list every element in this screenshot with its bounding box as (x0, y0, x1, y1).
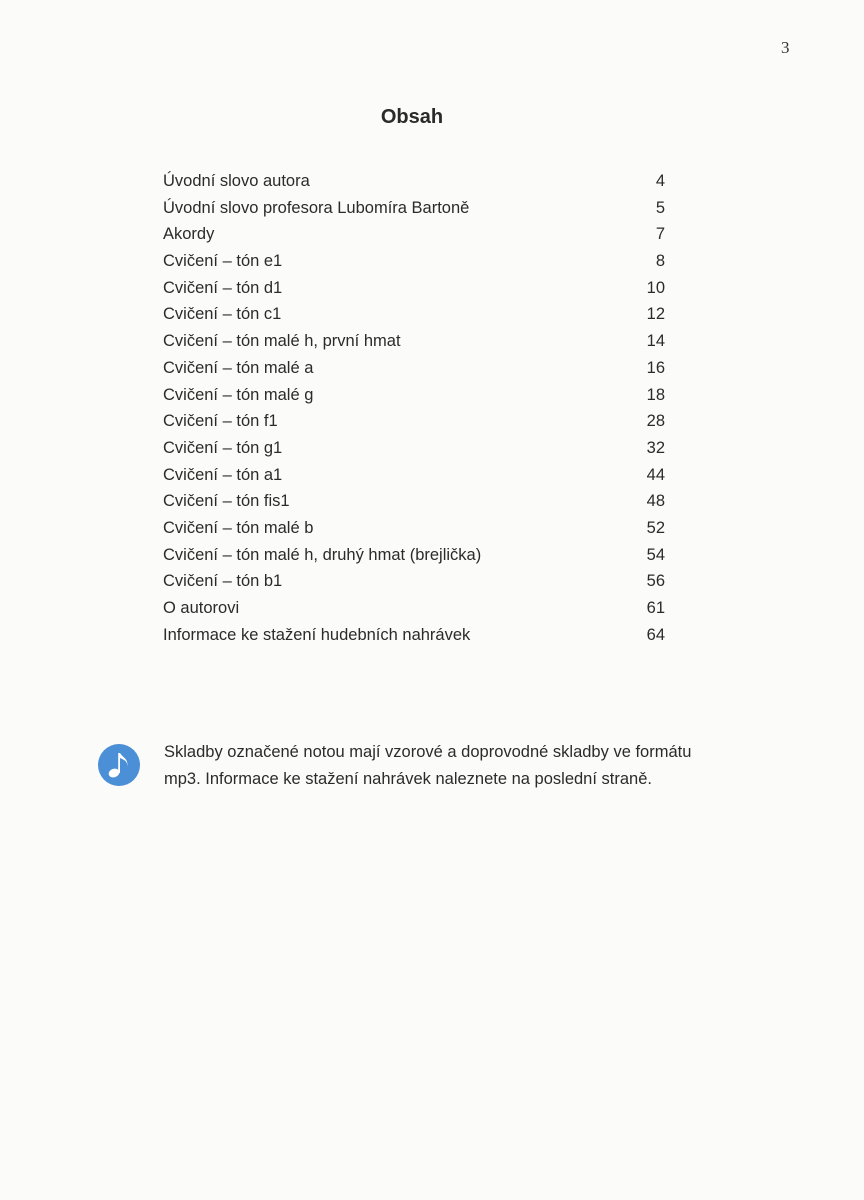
toc-label: Cvičení – tón g1 (163, 438, 283, 457)
toc-page-number: 48 (646, 492, 665, 511)
toc-label: Cvičení – tón malé h, první hmat (163, 332, 401, 351)
toc-page-number: 14 (646, 332, 665, 351)
toc-label: Cvičení – tón d1 (163, 278, 283, 297)
toc-label: Úvodní slovo profesora Lubomíra Bartoně (163, 198, 470, 217)
toc-page-number: 18 (646, 385, 665, 404)
toc-label: Cvičení – tón b1 (163, 572, 283, 591)
table-of-contents (163, 168, 665, 648)
music-note-icon (98, 744, 140, 786)
toc-label: Cvičení – tón fis1 (163, 492, 290, 511)
toc-entry (163, 275, 665, 302)
music-note-glyph (106, 750, 132, 780)
toc-entry (163, 515, 665, 542)
toc-page-number: 12 (646, 305, 665, 324)
toc-entry (163, 301, 665, 328)
audio-note-text: Skladby označené notou mají vzorové a doprovodné skladby ve formátu mp3. Informace ke stažení nahrávek naleznete na poslední straně. (164, 743, 692, 788)
toc-label: Akordy (163, 225, 215, 244)
toc-entry (163, 248, 665, 275)
toc-page-number: 52 (646, 518, 665, 537)
toc-page-number: 5 (655, 198, 665, 217)
audio-note (98, 739, 738, 793)
toc-label: O autorovi (163, 599, 240, 617)
toc-entry (163, 195, 665, 222)
toc-label: Cvičení – tón a1 (163, 465, 283, 484)
toc-label: Cvičení – tón malé b (163, 518, 314, 537)
toc-entry (163, 595, 665, 622)
page-number: 3 (781, 38, 790, 57)
toc-page-number: 16 (646, 358, 665, 377)
toc-page-number: 32 (646, 438, 665, 457)
toc-page-number: 8 (655, 252, 665, 271)
toc-entry (163, 622, 665, 649)
toc-page-number: 61 (646, 599, 665, 617)
toc-label: Cvičení – tón c1 (163, 305, 282, 324)
toc-entry (163, 355, 665, 382)
toc-page-number: 64 (646, 625, 665, 644)
toc-entry (163, 488, 665, 515)
toc-entry (163, 408, 665, 435)
toc-label: Cvičení – tón malé h, druhý hmat (brejlička) (163, 545, 482, 564)
toc-page-number: 7 (655, 225, 665, 244)
toc-label: Úvodní slovo autora (163, 172, 310, 190)
toc-page-number: 56 (646, 572, 665, 591)
toc-entry (163, 542, 665, 569)
toc-label: Cvičení – tón e1 (163, 252, 283, 271)
toc-entry (163, 462, 665, 489)
toc-entry (163, 221, 665, 248)
toc-entry (163, 435, 665, 462)
toc-page-number: 28 (646, 412, 665, 431)
toc-entry (163, 328, 665, 355)
toc-page-number: 44 (646, 465, 665, 484)
page-title: Obsah (380, 106, 444, 128)
toc-entry (163, 568, 665, 595)
toc-label: Cvičení – tón f1 (163, 412, 278, 431)
toc-label: Cvičení – tón malé a (163, 358, 314, 377)
toc-entry (163, 168, 665, 195)
toc-page-number: 54 (646, 545, 665, 564)
toc-entry (163, 382, 665, 409)
toc-label: Informace ke stažení hudebních nahrávek (163, 625, 471, 644)
toc-page-number: 4 (655, 172, 665, 190)
toc-label: Cvičení – tón malé g (163, 385, 314, 404)
toc-page-number: 10 (646, 278, 665, 297)
